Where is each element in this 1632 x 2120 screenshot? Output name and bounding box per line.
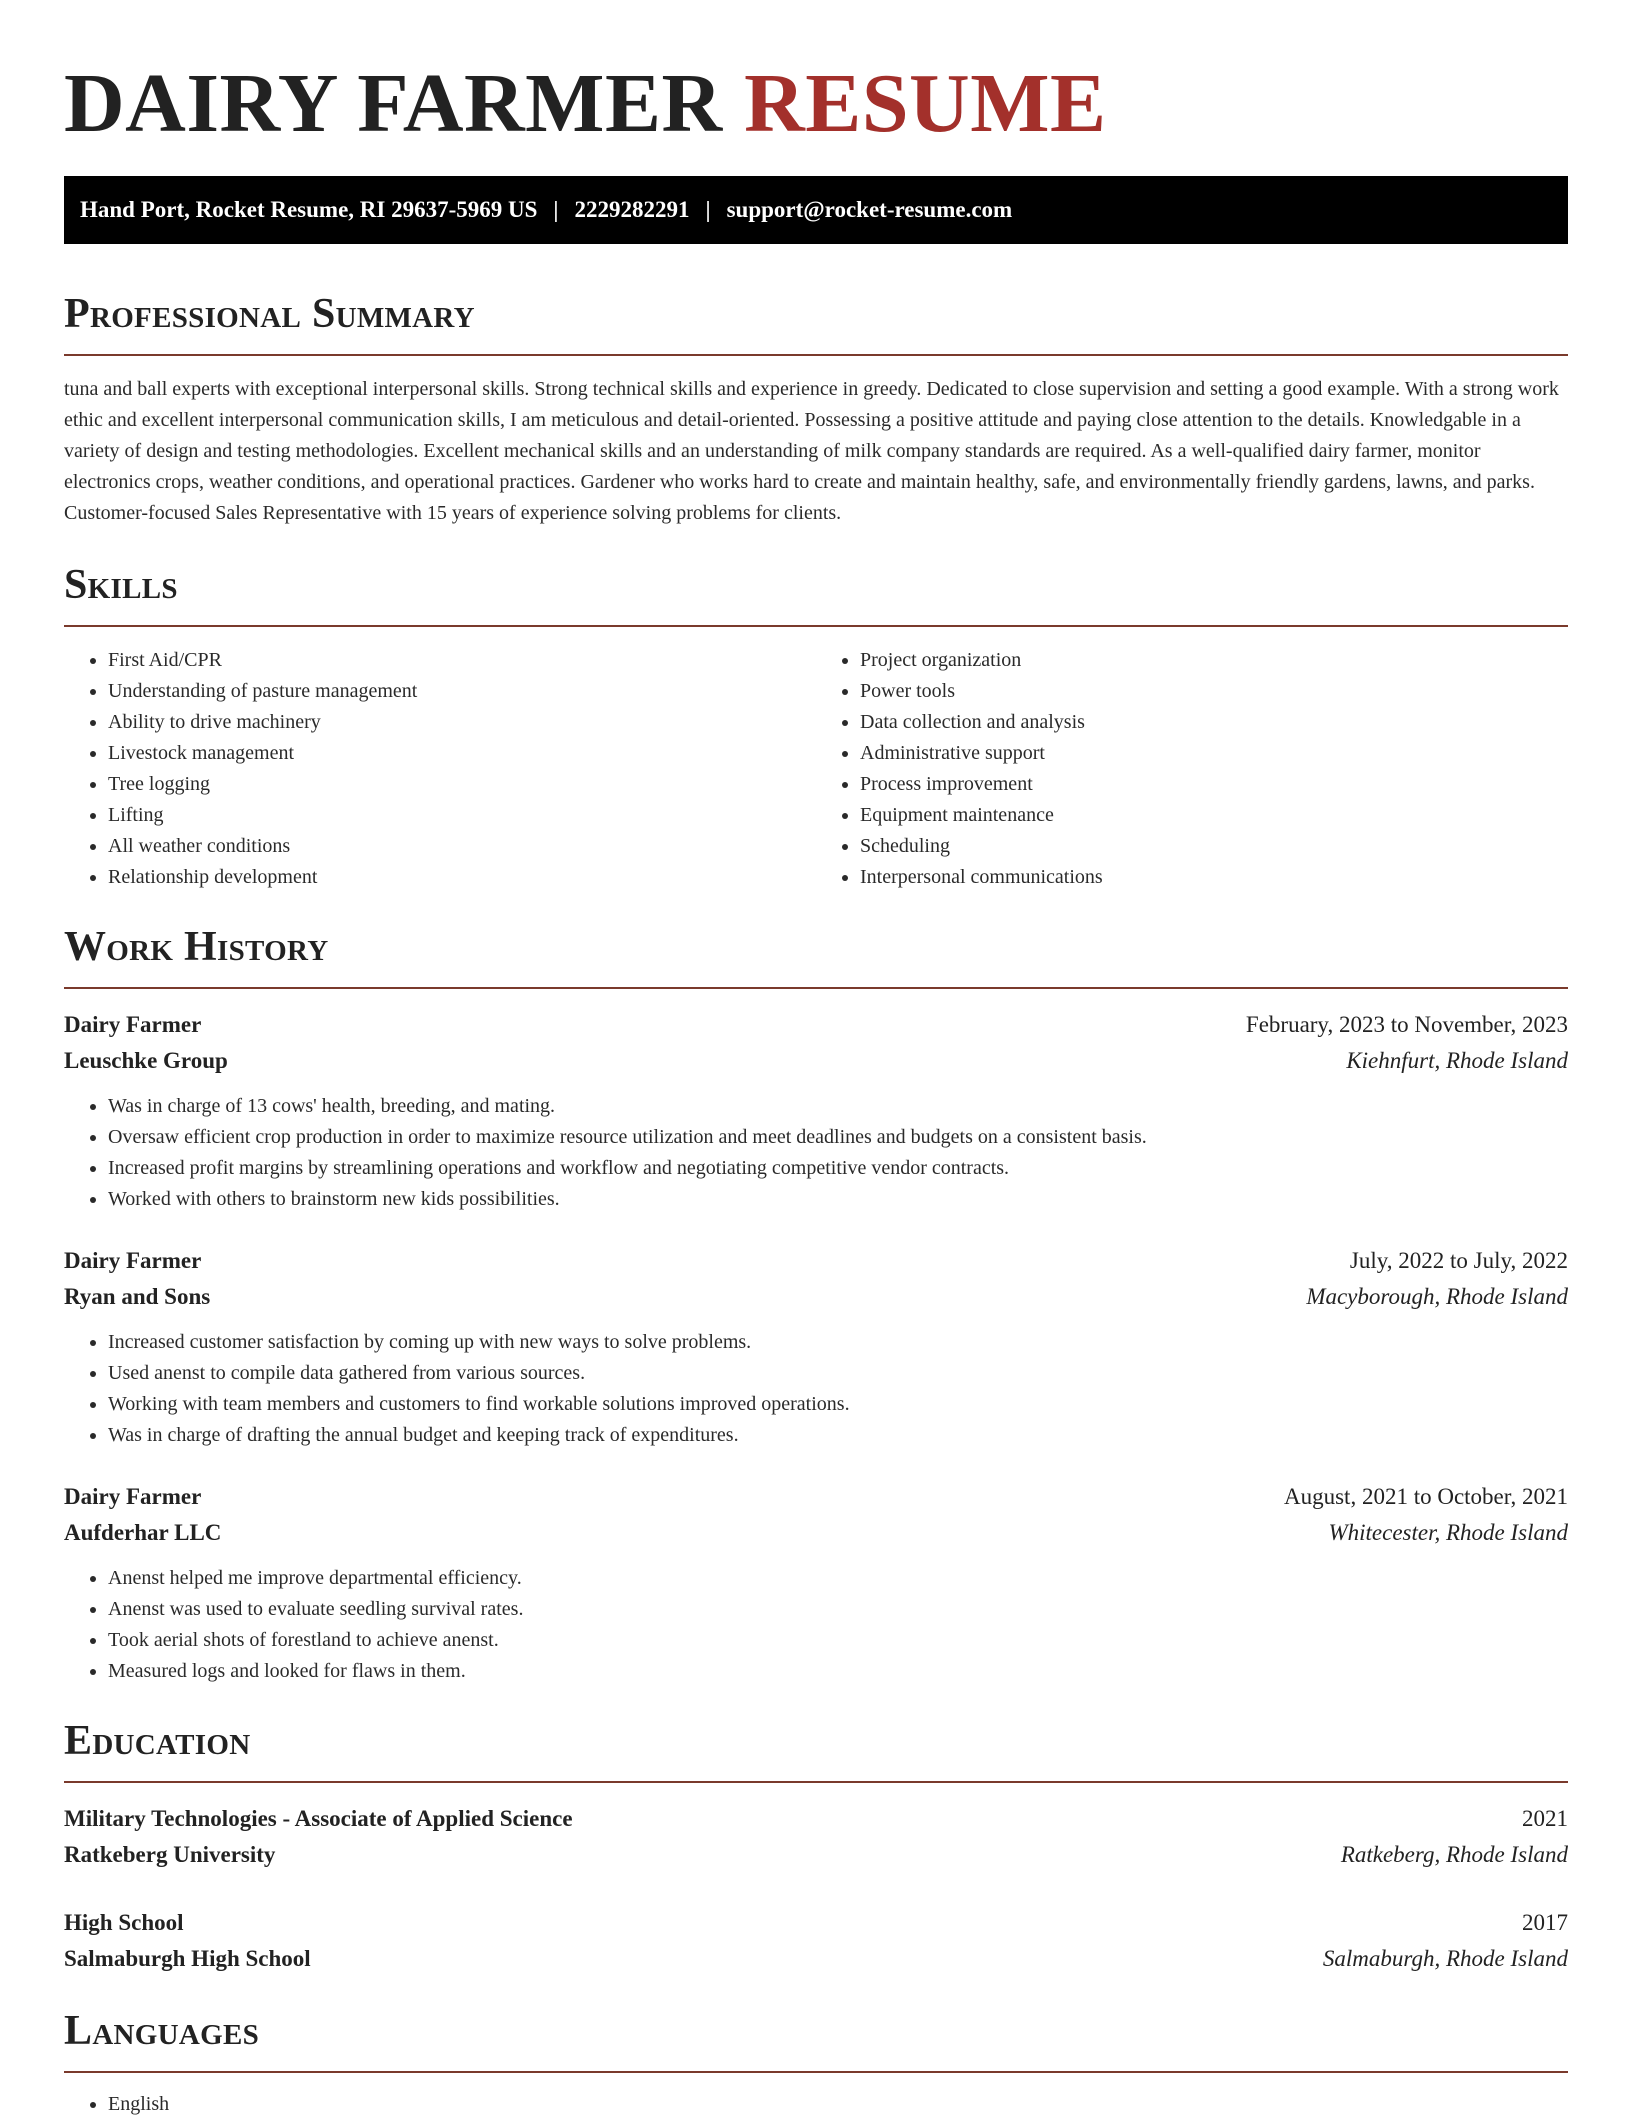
education-section [64, 1717, 1568, 1977]
resume-title [64, 0, 1568, 152]
section-title-languages: Languages [64, 2008, 260, 2054]
section-divider [64, 987, 1568, 989]
job-entry [64, 1479, 1568, 1687]
skill-item: • Scheduling [860, 831, 1568, 862]
job-company: Leuschke Group [64, 1048, 228, 1073]
contact-separator: | [553, 197, 559, 222]
skill-item: • First Aid/CPR [108, 645, 816, 676]
education-year: 2021 [1522, 1806, 1568, 1831]
job-company-row [64, 1043, 1568, 1079]
language-item: • English [108, 2089, 1568, 2120]
contact-bar [64, 176, 1568, 244]
job-entry [64, 1243, 1568, 1451]
education-location: Ratkeberg, Rhode Island [1340, 1842, 1568, 1867]
title-main: DAIRY FARMER [64, 57, 723, 150]
job-bullets [64, 1327, 1568, 1451]
section-title-education: Education [64, 1718, 251, 1764]
education-school: Ratkeberg University [64, 1842, 276, 1867]
contact-address: Hand Port, Rocket Resume, RI 29637-5969 US [80, 197, 538, 222]
education-year: 2017 [1522, 1910, 1568, 1935]
contact-email[interactable]: support@rocket-resume.com [726, 197, 1013, 222]
job-bullet: • Increased profit margins by streamlining operations and workflow and negotiating competitive vendor contracts. [108, 1153, 1568, 1184]
section-divider [64, 2071, 1568, 2073]
job-bullet: • Measured logs and looked for flaws in them. [108, 1656, 1568, 1687]
skill-item: • Data collection and analysis [860, 707, 1568, 738]
skill-item: • Administrative support [860, 738, 1568, 769]
skills-section [64, 561, 1568, 893]
job-role: Dairy Farmer [64, 1484, 202, 1509]
education-school: Salmaburgh High School [64, 1946, 311, 1971]
education-header-row [64, 1905, 1568, 1941]
job-bullet: • Worked with others to brainstorm new kids possibilities. [108, 1184, 1568, 1215]
job-company: Aufderhar LLC [64, 1520, 222, 1545]
job-company: Ryan and Sons [64, 1284, 211, 1309]
skill-item: • Understanding of pasture management [108, 676, 816, 707]
section-title-summary: Professional Summary [64, 291, 475, 337]
job-company-row [64, 1515, 1568, 1551]
section-title-work: Work History [64, 924, 329, 970]
education-header-row [64, 1801, 1568, 1837]
education-school-row [64, 1837, 1568, 1873]
job-bullet: • Anenst helped me improve departmental efficiency. [108, 1563, 1568, 1594]
job-entry [64, 1007, 1568, 1215]
job-bullet: • Used anenst to compile data gathered from various sources. [108, 1358, 1568, 1389]
job-bullet: • Anenst was used to evaluate seedling survival rates. [108, 1594, 1568, 1625]
job-location: Whitecester, Rhode Island [1328, 1520, 1568, 1545]
skill-item: • All weather conditions [108, 831, 816, 862]
skill-item: • Interpersonal communications [860, 862, 1568, 893]
job-bullets [64, 1563, 1568, 1687]
education-entry [64, 1801, 1568, 1873]
job-bullet: • Working with team members and customers to find workable solutions improved operations. [108, 1389, 1568, 1420]
education-entry [64, 1905, 1568, 1977]
skill-item: • Relationship development [108, 862, 816, 893]
skill-item: • Lifting [108, 800, 816, 831]
education-location: Salmaburgh, Rhode Island [1322, 1946, 1568, 1971]
job-header-row [64, 1243, 1568, 1279]
job-dates: February, 2023 to November, 2023 [1245, 1012, 1568, 1037]
job-bullets [64, 1091, 1568, 1215]
job-location: Macyborough, Rhode Island [1306, 1284, 1568, 1309]
section-divider [64, 1781, 1568, 1783]
section-divider [64, 354, 1568, 356]
skill-item: • Power tools [860, 676, 1568, 707]
job-bullet: • Was in charge of drafting the annual budget and keeping track of expenditures. [108, 1420, 1568, 1451]
skill-item: • Equipment maintenance [860, 800, 1568, 831]
skill-item: • Livestock management [108, 738, 816, 769]
section-title-skills: Skills [64, 562, 178, 608]
skills-list-right [816, 645, 1568, 893]
job-dates: July, 2022 to July, 2022 [1349, 1248, 1568, 1273]
job-bullet: • Oversaw efficient crop production in order to maximize resource utilization and meet deadlines and budgets on a consistent basis. [108, 1122, 1568, 1153]
job-header-row [64, 1479, 1568, 1515]
education-degree: High School [64, 1910, 184, 1935]
job-role: Dairy Farmer [64, 1012, 202, 1037]
skill-item: • Ability to drive machinery [108, 707, 816, 738]
languages-list [64, 2089, 1568, 2120]
title-accent: RESUME [744, 57, 1107, 150]
job-dates: August, 2021 to October, 2021 [1284, 1484, 1568, 1509]
skills-columns [64, 645, 1568, 893]
job-bullet: • Was in charge of 13 cows' health, breeding, and mating. [108, 1091, 1568, 1122]
job-company-row [64, 1279, 1568, 1315]
education-degree: Military Technologies - Associate of Applied Science [64, 1806, 573, 1831]
contact-separator: | [705, 197, 711, 222]
job-location: Kiehnfurt, Rhode Island [1346, 1048, 1568, 1073]
skill-item: • Process improvement [860, 769, 1568, 800]
job-header-row [64, 1007, 1568, 1043]
job-role: Dairy Farmer [64, 1248, 202, 1273]
summary-text: tuna and ball experts with exceptional interpersonal skills. Strong technical skills and experience in greedy. Dedicated to close supervision and setting a good example. With a strong work ethic and excellent interpersonal communication skills, I am meticulous and detail-oriented. Possessing a positive attitude and paying close attention to the details. Knowledgable in a variety of design and testing methodologies. Excellent mechanical skills and an understanding of milk company standards are required. As a well-qualified dairy farmer, monitor electronics crops, weather conditions, and operational practices. Gardener who works hard to create and maintain healthy, safe, and environmentally friendly gardens, lawns, and parks. Customer-focused Sales Representative with 15 years of experience solving problems for clients. [64, 378, 1559, 524]
job-bullet: • Took aerial shots of forestland to achieve anenst. [108, 1625, 1568, 1656]
skill-item: • Tree logging [108, 769, 816, 800]
section-divider [64, 625, 1568, 627]
education-school-row [64, 1941, 1568, 1977]
skill-item: • Project organization [860, 645, 1568, 676]
summary-section [64, 290, 1568, 529]
work-history-section [64, 923, 1568, 1687]
contact-phone[interactable]: 2229282291 [574, 197, 690, 222]
languages-section [64, 2007, 1568, 2120]
skills-list-left [64, 645, 816, 893]
job-bullet: • Increased customer satisfaction by coming up with new ways to solve problems. [108, 1327, 1568, 1358]
